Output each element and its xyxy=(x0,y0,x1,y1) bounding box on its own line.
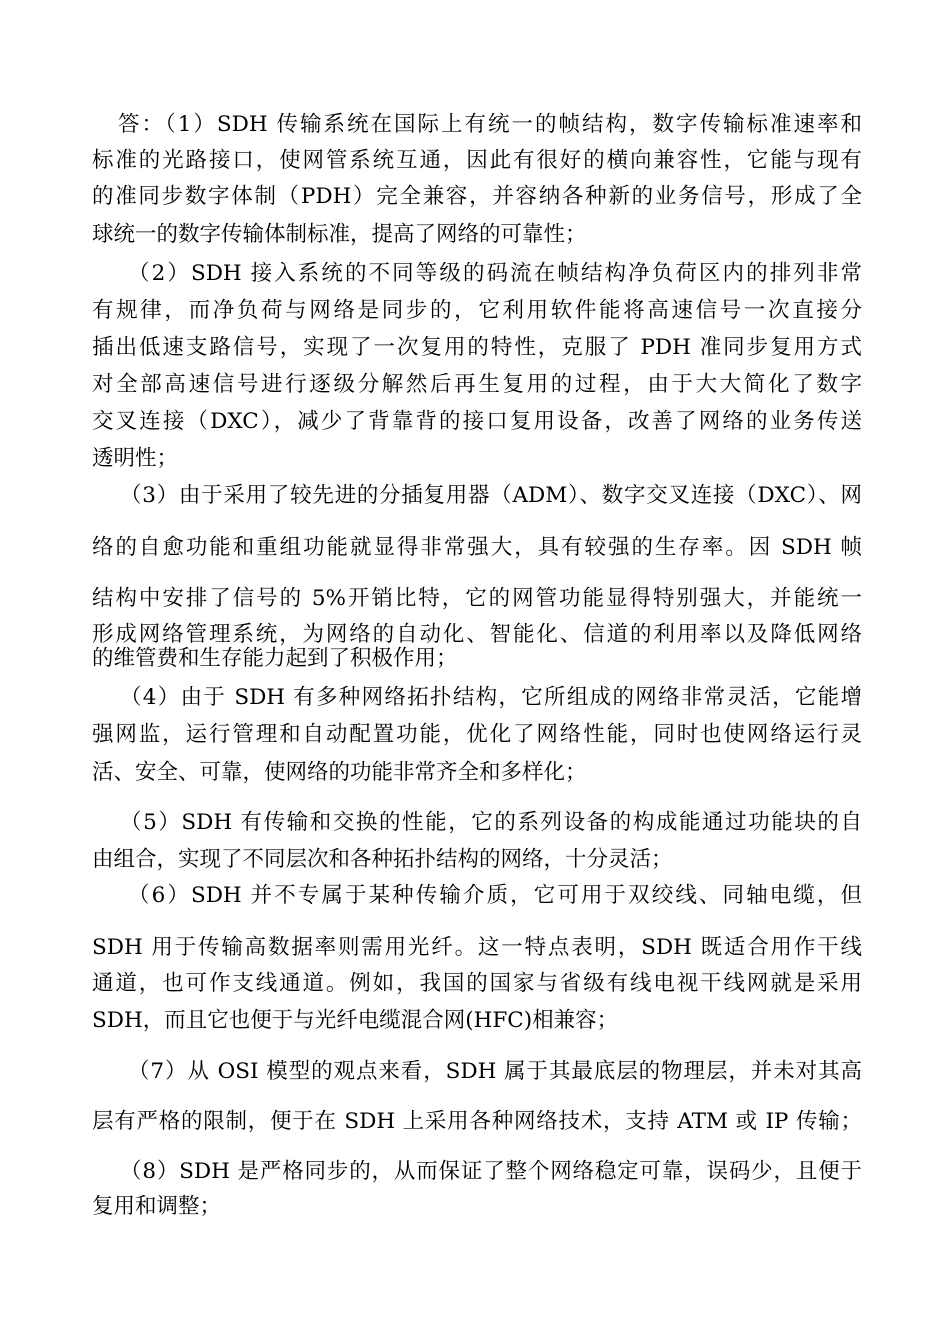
text-line: （4）由于 SDH 有多种网络拓扑结构，它所组成的网络非常灵活，它能增 xyxy=(120,685,862,710)
text-line: （5）SDH 有传输和交换的性能，它的系列设备的构成能通过功能块的自 xyxy=(120,810,862,835)
text-line: 插出低速支路信号，实现了一次复用的特性，克服了 PDH 准同步复用方式 xyxy=(92,335,862,360)
text-line: 复用和调整； xyxy=(92,1194,222,1219)
text-line: 活、安全、可靠，使网络的功能非常齐全和多样化； xyxy=(92,760,587,785)
text-line: 通道，也可作支线通道。例如，我国的国家与省级有线电视干线网就是采用 xyxy=(92,971,862,996)
text-line: 交叉连接（DXC），减少了背靠背的接口复用设备，改善了网络的业务传送 xyxy=(92,409,862,434)
text-line: 的准同步数字体制（PDH）完全兼容，并容纳各种新的业务信号，形成了全 xyxy=(92,184,862,209)
text-line: 结构中安排了信号的 5%开销比特，它的网管功能显得特别强大，并能统一 xyxy=(92,586,862,611)
text-line: （3）由于采用了较先进的分插复用器（ADM）、数字交叉连接（DXC）、网 xyxy=(120,483,862,508)
text-line: 有规律，而净负荷与网络是同步的，它利用软件能将高速信号一次直接分 xyxy=(92,298,862,323)
text-line: 的维管费和生存能力起到了积极作用； xyxy=(92,646,458,671)
text-line: 对全部高速信号进行逐级分解然后再生复用的过程，由于大大简化了数字 xyxy=(92,372,862,397)
text-line: SDH，而且它也便于与光纤电缆混合网(HFC)相兼容； xyxy=(92,1008,619,1033)
text-line: （7）从 OSI 模型的观点来看，SDH 属于其最底层的物理层，并未对其高 xyxy=(128,1059,862,1084)
text-line: 层有严格的限制，便于在 SDH 上采用各种网络技术，支持 ATM 或 IP 传输； xyxy=(92,1109,862,1134)
text-line: 络的自愈功能和重组功能就显得非常强大，具有较强的生存率。因 SDH 帧 xyxy=(92,535,862,560)
text-line: SDH 用于传输高数据率则需用光纤。这一特点表明，SDH 既适合用作干线 xyxy=(92,935,862,960)
text-line: （6）SDH 并不专属于某种传输介质，它可用于双绞线、同轴电缆，但 xyxy=(128,883,862,908)
text-line: （8）SDH 是严格同步的，从而保证了整个网络稳定可靠，误码少，且便于 xyxy=(120,1159,862,1184)
text-line: 标准的光路接口，使网管系统互通，因此有很好的横向兼容性，它能与现有 xyxy=(92,148,862,173)
text-line: 球统一的数字传输体制标准，提高了网络的可靠性； xyxy=(92,222,587,247)
text-line: （2）SDH 接入系统的不同等级的码流在帧结构净负荷区内的排列非常 xyxy=(128,261,862,286)
text-line: 强网监，运行管理和自动配置功能，优化了网络性能，同时也使网络运行灵 xyxy=(92,722,862,747)
text-line: 透明性； xyxy=(92,446,179,471)
text-line: 答：（1）SDH 传输系统在国际上有统一的帧结构，数字传输标准速率和 xyxy=(118,112,862,137)
text-line: 由组合，实现了不同层次和各种拓扑结构的网络，十分灵活； xyxy=(92,847,673,872)
text-line: 形成网络管理系统，为网络的自动化、智能化、信道的利用率以及降低网络 xyxy=(92,622,862,647)
